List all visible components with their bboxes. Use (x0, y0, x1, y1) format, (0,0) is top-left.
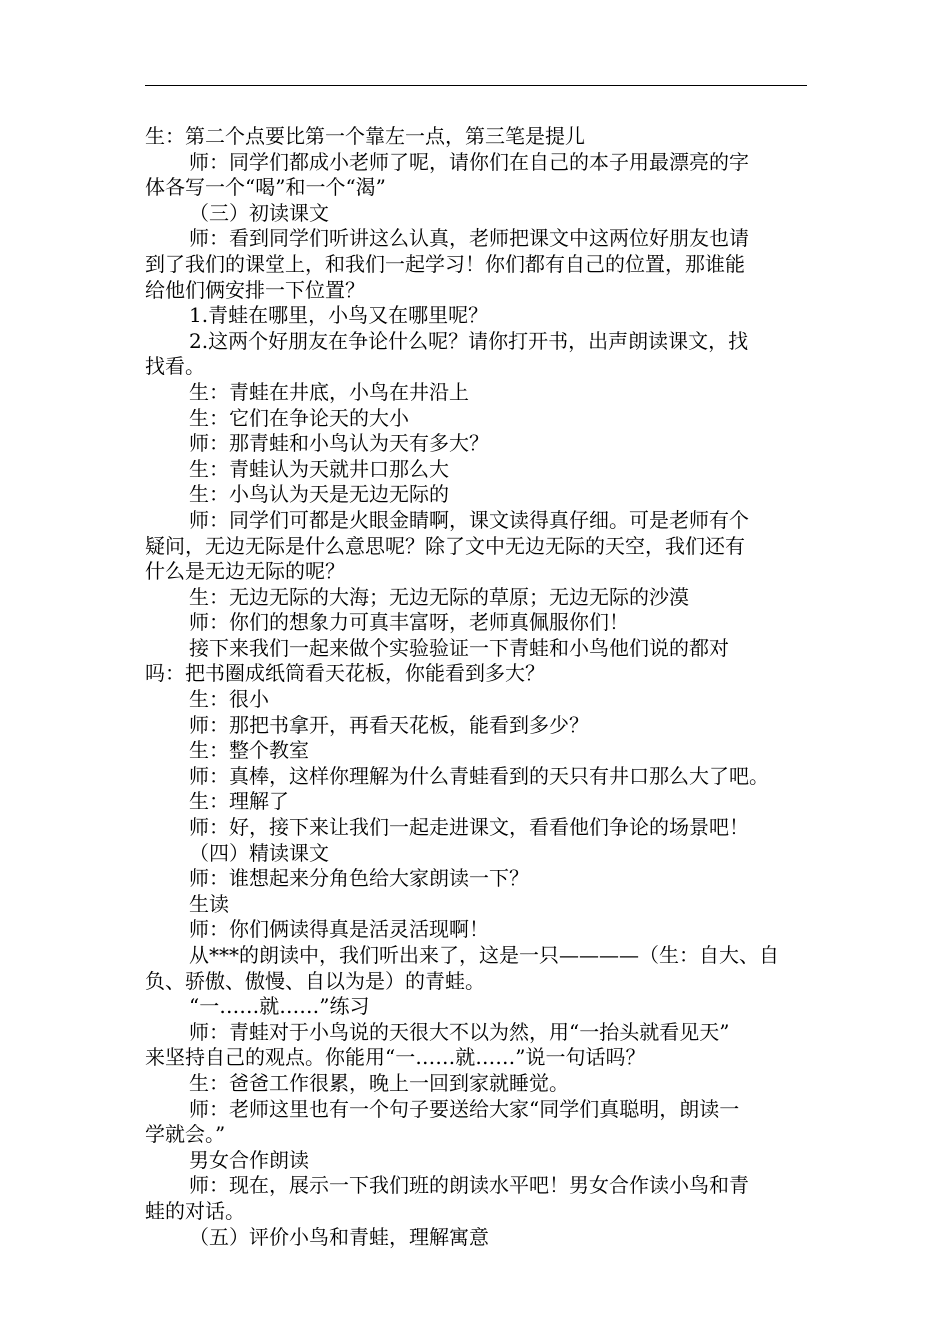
text-line: 师：好，接下来让我们一起走进课文，看看他们争论的场景吧！ (189, 815, 749, 840)
text-line: 生：青蛙认为天就井口那么大 (189, 456, 449, 481)
text-line: 生：无边无际的大海；无边无际的草原；无边无际的沙漠 (189, 584, 689, 609)
text-line: 吗：把书圈成纸筒看天花板，你能看到多大？ (145, 661, 545, 686)
text-line: 生：青蛙在井底，小鸟在井沿上 (189, 379, 469, 404)
text-line: 生：整个教室 (189, 738, 309, 763)
text-line: 负、骄傲、傲慢、自以为是）的青蛙。 (145, 968, 485, 993)
text-line: 生读 (189, 891, 229, 916)
text-line: 给他们俩安排一下位置？ (145, 277, 365, 302)
text-line: 生：很小 (189, 687, 269, 712)
text-line: 师：看到同学们听讲这么认真，老师把课文中这两位好朋友也请 (189, 226, 749, 251)
text-line: 师：你们的想象力可真丰富呀，老师真佩服你们！ (189, 610, 629, 635)
text-line: 疑问，无边无际是什么意思呢？除了文中无边无际的天空，我们还有 (145, 533, 745, 558)
text-line: 蛙的对话。 (145, 1198, 245, 1223)
text-line: 找看。 (145, 354, 205, 379)
text-line: 从***的朗读中，我们听出来了，这是一只————（生：自大、自 (189, 943, 779, 967)
text-line: 师：同学们都成小老师了呢，请你们在自己的本子用最漂亮的字 (189, 149, 749, 174)
text-line: 师：谁想起来分角色给大家朗读一下？ (189, 866, 529, 891)
text-line: 生：它们在争论天的大小 (189, 405, 409, 430)
text-line: 男女合作朗读 (189, 1147, 309, 1172)
document-body (145, 124, 807, 1250)
text-line: 生：爸爸工作很累，晚上一回到家就睡觉。 (189, 1070, 569, 1095)
section-heading: （三）初读课文 (189, 200, 329, 225)
text-line: 生：理解了 (189, 789, 289, 814)
text-line: 生：小鸟认为天是无边无际的 (189, 482, 449, 507)
text-line: 师：那把书拿开，再看天花板，能看到多少？ (189, 712, 589, 737)
text-line: 师：真棒，这样你理解为什么青蛙看到的天只有井口那么大了吧。 (189, 763, 769, 788)
header-rule (145, 85, 807, 86)
text-line: 1.青蛙在哪里，小鸟又在哪里呢？ (189, 303, 489, 328)
text-line: 来坚持自己的观点。你能用“一……就……”说一句话吗？ (145, 1045, 646, 1070)
text-line: 师：你们俩读得真是活灵活现啊！ (189, 917, 489, 942)
text-line: 接下来我们一起来做个实验验证一下青蛙和小鸟他们说的都对 (189, 635, 729, 660)
text-line: 生：第二个点要比第一个靠左一点，第三笔是提儿 (145, 124, 585, 148)
text-line: 体各写一个“喝”和一个“渴” (145, 175, 386, 200)
text-line: 师：老师这里也有一个句子要送给大家“同学们真聪明，朗读一 (189, 1096, 740, 1121)
text-line: 师：青蛙对于小鸟说的天很大不以为然，用“一抬头就看见天” (189, 1019, 730, 1044)
text-line: 学就会。” (145, 1122, 226, 1147)
text-line: 2.这两个好朋友在争论什么呢？请你打开书，出声朗读课文，找 (189, 328, 749, 353)
section-heading: （五）评价小鸟和青蛙，理解寓意 (189, 1224, 489, 1249)
text-line: 师：那青蛙和小鸟认为天有多大？ (189, 431, 489, 456)
text-line: “一……就……”练习 (189, 994, 370, 1019)
text-line: 师：同学们可都是火眼金睛啊，课文读得真仔细。可是老师有个 (189, 507, 749, 532)
text-line: 到了我们的课堂上，和我们一起学习！你们都有自己的位置，那谁能 (145, 251, 745, 276)
text-line: 什么是无边无际的呢？ (145, 559, 345, 584)
text-line: 师：现在，展示一下我们班的朗读水平吧！男女合作读小鸟和青 (189, 1173, 749, 1198)
section-heading: （四）精读课文 (189, 840, 329, 865)
